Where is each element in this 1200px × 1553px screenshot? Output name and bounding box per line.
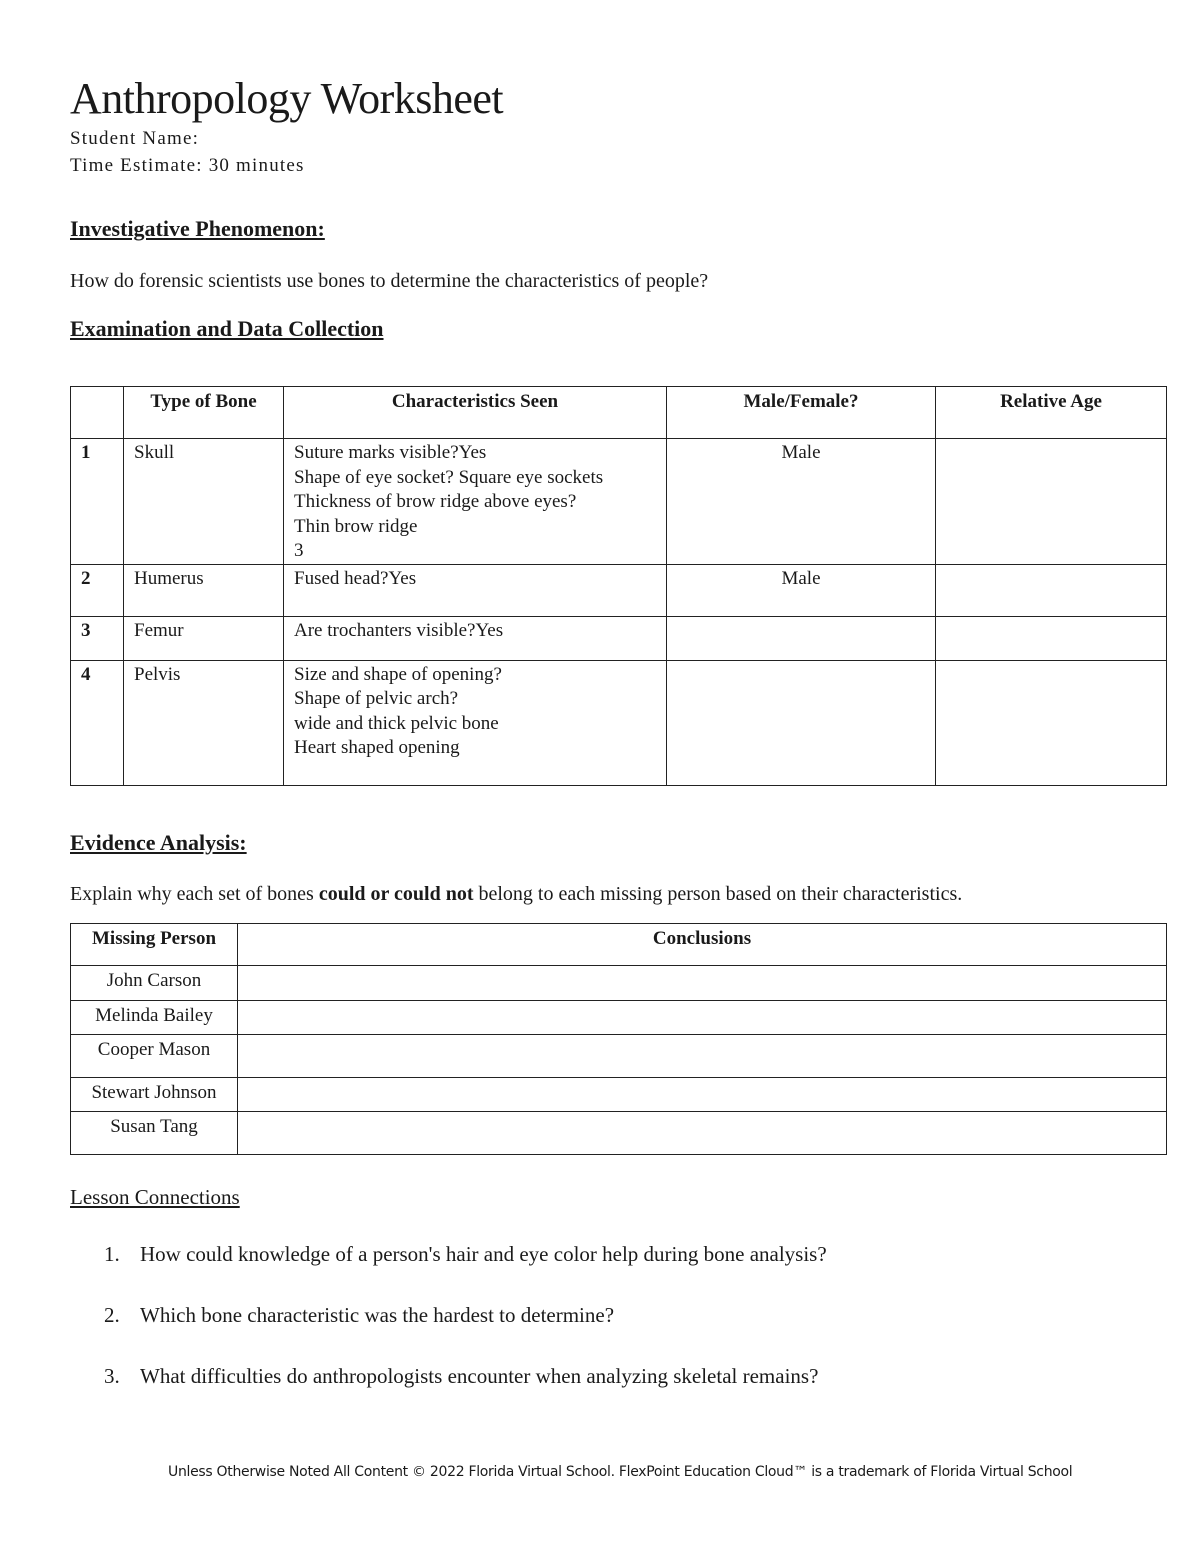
- characteristics-cell: [284, 564, 667, 616]
- bone-data-table: [70, 386, 1167, 786]
- characteristic-line: Size and shape of opening?: [294, 663, 502, 685]
- table-header-row: [71, 924, 1167, 966]
- evidence-instruction: [70, 881, 962, 907]
- column-header: Conclusions: [238, 924, 1167, 966]
- characteristics-cell: [284, 660, 667, 785]
- column-header: Type of Bone: [124, 387, 284, 439]
- sex-cell[interactable]: Male: [667, 564, 936, 616]
- table-row: [71, 1112, 1167, 1155]
- table-row: [71, 660, 1167, 785]
- characteristic-line: Suture marks visible?Yes: [294, 442, 487, 463]
- sex-cell[interactable]: Male: [667, 439, 936, 565]
- table-row: [71, 1078, 1167, 1112]
- question-number: 3.: [104, 1364, 120, 1388]
- question-number: 2.: [104, 1303, 120, 1327]
- question-text: What difficulties do anthropologists encounter when analyzing skeletal remains?: [140, 1364, 819, 1388]
- table-row: [71, 966, 1167, 1001]
- investigative-heading: Investigative Phenomenon:: [70, 216, 325, 241]
- instruction-emphasis: could or could not: [318, 883, 474, 905]
- characteristic-line: Shape of pelvic arch?: [294, 688, 459, 709]
- row-number: 3: [71, 616, 124, 660]
- list-item: [104, 1240, 827, 1301]
- missing-person-name: Stewart Johnson: [71, 1078, 238, 1112]
- question-number: 1.: [104, 1242, 120, 1266]
- list-item: [104, 1362, 827, 1423]
- conclusion-cell[interactable]: [238, 1035, 1167, 1078]
- conclusion-cell[interactable]: [238, 1078, 1167, 1112]
- conclusion-cell[interactable]: [238, 1112, 1167, 1155]
- bone-type: Skull: [124, 439, 284, 565]
- question-text: How could knowledge of a person's hair and eye color help during bone analysis?: [140, 1242, 827, 1266]
- time-estimate: Time Estimate: 30 minutes: [70, 155, 305, 176]
- column-header: Male/Female?: [667, 387, 936, 439]
- evidence-heading: Evidence Analysis:: [70, 830, 247, 855]
- characteristic-line: Heart shaped opening: [294, 737, 460, 758]
- row-number: 4: [71, 660, 124, 785]
- column-header: Missing Person: [71, 924, 238, 966]
- column-header: Relative Age: [936, 387, 1167, 439]
- missing-person-name: John Carson: [71, 966, 238, 1001]
- characteristics-cell: [284, 616, 667, 660]
- bone-type: Femur: [124, 616, 284, 660]
- student-name-label: Student Name:: [70, 128, 200, 149]
- characteristics-cell: [284, 439, 667, 565]
- conclusion-cell[interactable]: [238, 966, 1167, 1001]
- missing-person-name: Susan Tang: [71, 1112, 238, 1155]
- table-row: [71, 616, 1167, 660]
- sex-cell[interactable]: [667, 660, 936, 785]
- row-number: 2: [71, 564, 124, 616]
- characteristic-line: wide and thick pelvic bone: [294, 712, 499, 734]
- sex-cell[interactable]: [667, 616, 936, 660]
- age-cell[interactable]: [936, 660, 1167, 785]
- instruction-text: belong to each missing person based on their characteristics.: [473, 883, 963, 905]
- question-text: Which bone characteristic was the hardest to determine?: [140, 1303, 615, 1327]
- age-cell[interactable]: [936, 564, 1167, 616]
- lesson-connections-heading: Lesson Connections: [70, 1185, 240, 1209]
- examination-heading: Examination and Data Collection: [70, 316, 384, 341]
- characteristic-line: Shape of eye socket? Square eye sockets: [294, 466, 604, 488]
- characteristic-line: Thin brow ridge: [294, 515, 418, 537]
- missing-person-name: Melinda Bailey: [71, 1001, 238, 1035]
- table-row: [71, 1035, 1167, 1078]
- age-cell[interactable]: [936, 616, 1167, 660]
- bone-type: Pelvis: [124, 660, 284, 785]
- table-row: [71, 439, 1167, 565]
- list-item: [104, 1301, 827, 1362]
- table-header-row: [71, 387, 1167, 439]
- missing-person-name: Cooper Mason: [71, 1035, 238, 1078]
- bone-type: Humerus: [124, 564, 284, 616]
- footer-copyright: Unless Otherwise Noted All Content © 2022 Florida Virtual School. FlexPoint Education Cloud™ is a trademark of Florida Virtual School: [168, 1464, 1073, 1480]
- page-title: Anthropology Worksheet: [70, 74, 504, 123]
- instruction-text: Explain why each set of bones: [70, 883, 319, 905]
- row-number: 1: [71, 439, 124, 565]
- missing-person-table: [70, 923, 1167, 1155]
- characteristic-line: Thickness of brow ridge above eyes?: [294, 491, 577, 512]
- table-row: [71, 1001, 1167, 1035]
- column-header: Characteristics Seen: [284, 387, 667, 439]
- characteristic-line: Are trochanters visible?Yes: [294, 619, 504, 641]
- investigative-question: How do forensic scientists use bones to determine the characteristics of people?: [70, 270, 709, 292]
- characteristic-line: 3: [294, 540, 304, 561]
- lesson-questions: [104, 1240, 827, 1423]
- characteristic-line: Fused head?Yes: [294, 567, 417, 589]
- table-row: [71, 564, 1167, 616]
- conclusion-cell[interactable]: [238, 1001, 1167, 1035]
- column-header: [71, 387, 124, 439]
- age-cell[interactable]: [936, 439, 1167, 565]
